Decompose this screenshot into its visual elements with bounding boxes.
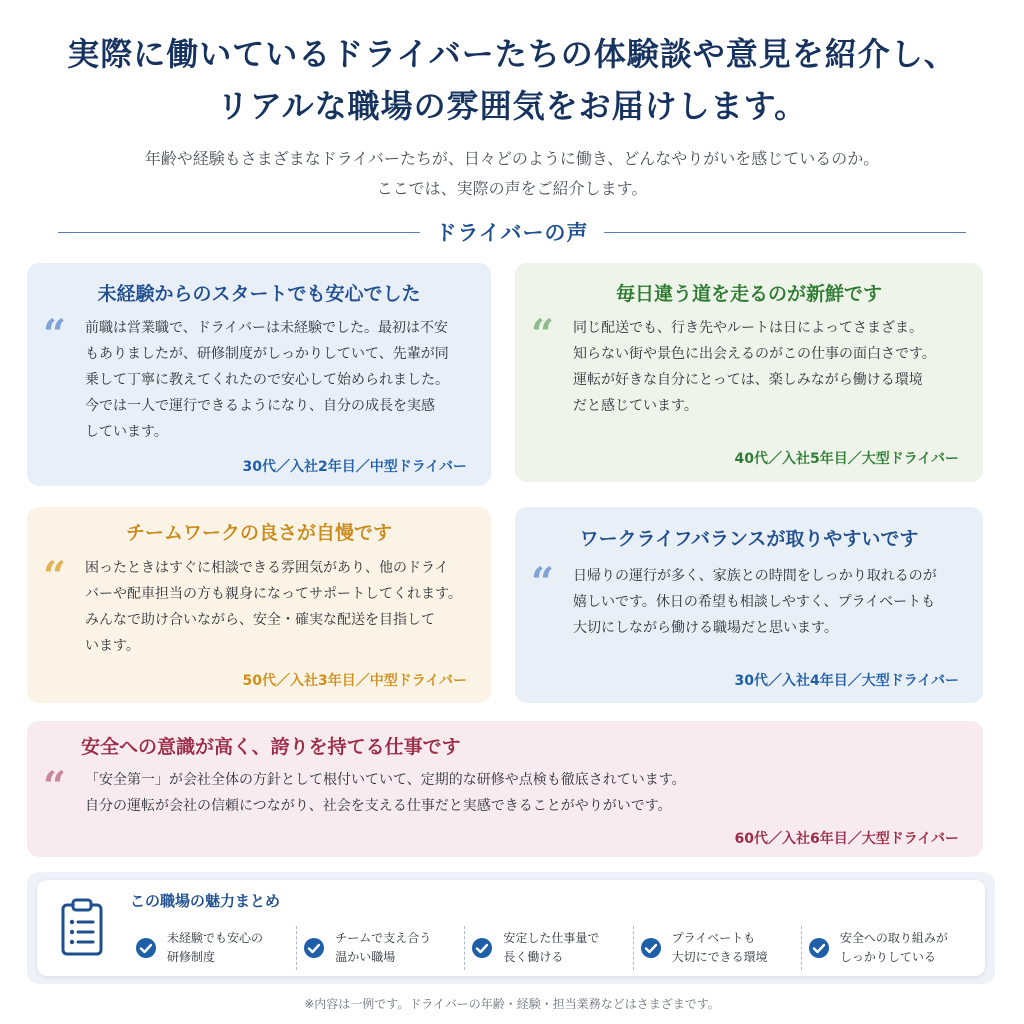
divider-left [58, 232, 420, 233]
summary-items [129, 926, 969, 970]
summary-box [37, 880, 985, 976]
voice-card-meta: 50代／入社3年目／中型ドライバー [242, 673, 467, 689]
summary-item [465, 926, 633, 970]
body-line: 嬉しいです。休日の希望も相談しやすく、プライベートも [573, 594, 936, 610]
summary-item-label: 安全への取り組みが しっかりしている [839, 931, 948, 964]
summary-item [802, 926, 969, 970]
voice-card-meta: 60代／入社6年目／大型ドライバー [734, 831, 959, 847]
lead-line-2: ここでは、実際の声をご紹介します。 [376, 179, 648, 198]
body-line: 大切にしながら働ける職場だと思います。 [573, 620, 838, 636]
voice-card-3 [27, 507, 491, 703]
voice-card-body [573, 315, 936, 419]
divider-right [604, 232, 966, 233]
summary-item [297, 926, 465, 970]
voice-card-2 [515, 263, 983, 482]
summary-panel [27, 872, 995, 984]
voice-card-body [85, 315, 449, 445]
voice-card-4 [515, 507, 983, 703]
section-heading [58, 214, 966, 250]
body-line: 「安全第一」が会社全体の方針として根付いていて、定期的な研修や点検も徹底されています。 [85, 772, 686, 788]
summary-item [634, 926, 802, 970]
quote-mark-icon: “ [43, 311, 67, 358]
body-line: 自分の運転が会社の信頼につながり、社会を支える仕事だと実感できることがやりがいです。 [85, 798, 672, 814]
clipboard-icon [60, 898, 104, 956]
voice-card-title: 毎日違う道を走るのが新鮮です [615, 283, 882, 305]
lead-text [0, 144, 1024, 204]
headline-line-1: 実際に働いているドライバーたちの体験談や意見を紹介し、 [67, 35, 957, 73]
body-line: 日帰りの運行が多く、家族との時間をしっかり取れるのが [573, 568, 937, 584]
summary-item-label: プライベートも 大切にできる環境 [671, 931, 768, 964]
check-circle-icon [135, 937, 157, 959]
summary-title: この職場の魅力まとめ [130, 892, 281, 910]
voice-card-meta: 30代／入社4年目／大型ドライバー [734, 673, 959, 689]
summary-item-label: 安定した仕事量で 長く働ける [503, 931, 600, 964]
voice-card-title: ワークライフバランスが取りやすいです [579, 528, 919, 550]
body-line: みんなで助け合いながら、安全・確実な配送を目指して [85, 612, 435, 628]
body-line: しています。 [85, 424, 168, 440]
voice-card-body [573, 563, 937, 641]
body-line: 今では一人で運行できるようになり、自分の成長を実感 [85, 398, 435, 414]
voice-card-body [85, 767, 686, 819]
check-circle-icon [303, 937, 325, 959]
body-line: だと感じています。 [573, 398, 698, 414]
voice-card-title: 安全への意識が高く、誇りを持てる仕事です [81, 736, 461, 758]
voice-card-meta: 40代／入社5年目／大型ドライバー [734, 451, 959, 467]
body-line: います。 [85, 638, 140, 654]
check-circle-icon [640, 937, 662, 959]
quote-mark-icon: “ [43, 553, 67, 600]
quote-mark-icon: “ [531, 559, 555, 606]
body-line: 困ったときはすぐに相談できる雰囲気があり、他のドライ [85, 560, 449, 576]
lead-line-1: 年齢や経験もさまざまなドライバーたちが、日々どのように働き、どんなやりがいを感じているのか。 [144, 149, 880, 168]
quote-mark-icon: “ [43, 763, 67, 810]
headline [0, 28, 1024, 132]
summary-item [129, 926, 297, 970]
body-line: 知らない街や景色に出会えるのがこの仕事の面白さです。 [573, 346, 936, 362]
check-circle-icon [471, 937, 493, 959]
voice-card-meta: 30代／入社2年目／中型ドライバー [242, 459, 467, 475]
body-line: 前職は営業職で、ドライバーは未経験でした。最初は不安 [85, 320, 449, 336]
summary-item-label: 未経験でも安心の 研修制度 [167, 931, 264, 964]
voice-card-title: 未経験からのスタートでも安心でした [97, 283, 421, 305]
body-line: 運転が好きな自分にとっては、楽しみながら働ける環境 [573, 372, 923, 388]
summary-item-label: チームで支え合う 温かい職場 [335, 931, 432, 964]
body-line: もありましたが、研修制度がしっかりしていて、先輩が同 [85, 346, 449, 362]
body-line: 乗して丁寧に教えてくれたので安心して始められました。 [85, 372, 449, 388]
quote-mark-icon: “ [531, 311, 555, 358]
voice-card-1 [27, 263, 491, 486]
headline-line-2: リアルな職場の雰囲気をお届けします。 [216, 87, 808, 125]
section-title: ドライバーの声 [435, 221, 589, 245]
check-circle-icon [808, 937, 830, 959]
body-line: バーや配車担当の方も親身になってサポートしてくれます。 [85, 586, 462, 602]
voice-card-body [85, 555, 462, 659]
footnote: ※内容は一例です。ドライバーの年齢・経験・担当業務などはさまざまです。 [304, 997, 720, 1011]
body-line: 同じ配送でも、行き先やルートは日によってさまざま。 [573, 320, 923, 336]
voice-card-5 [27, 721, 983, 857]
voice-card-title: チームワークの良さが自慢です [125, 522, 392, 544]
